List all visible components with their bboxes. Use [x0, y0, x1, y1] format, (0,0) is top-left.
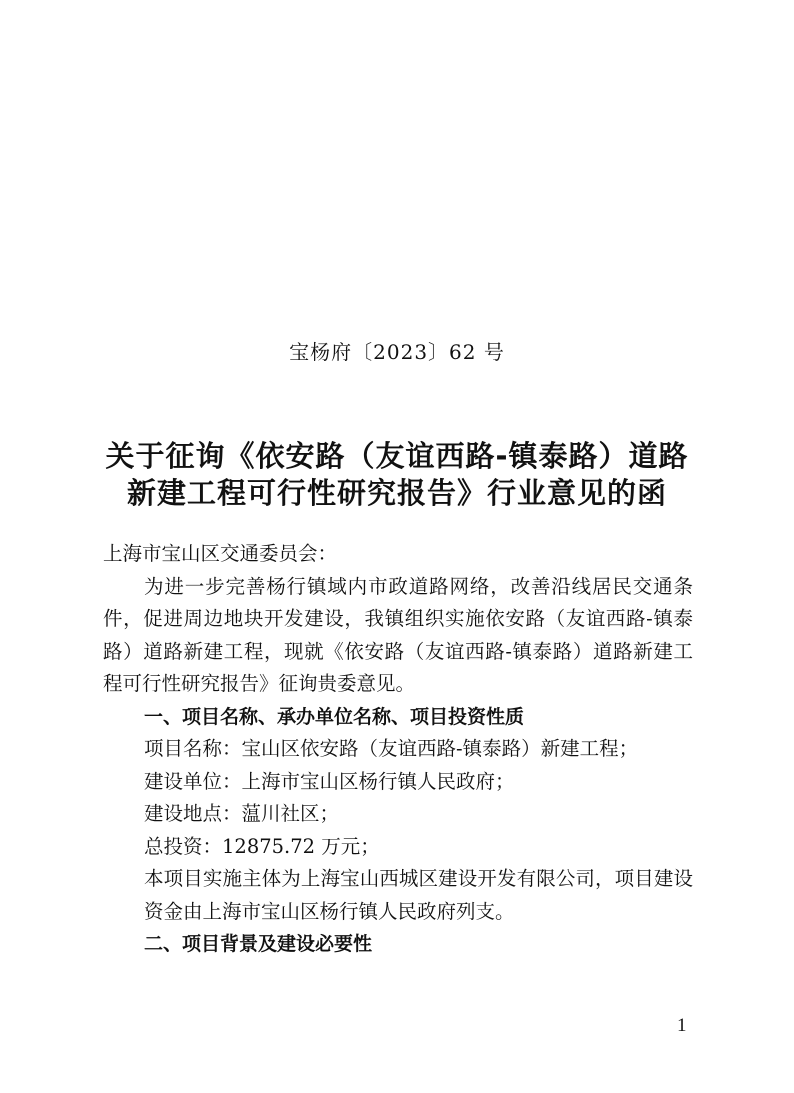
total-investment-item: 总投资：12875.72 万元；: [144, 834, 380, 858]
document-body: [103, 538, 693, 961]
title-line-2: 新建工程可行性研究报告》行业意见的函: [126, 476, 667, 510]
section-2-heading: 二、项目背景及建设必要性: [144, 933, 373, 955]
intro-paragraph: 为进一步完善杨行镇域内市政道路网络，改善沿线居民交通条件，促进周边地块开发建设，我镇组织实施依安路（友谊西路-镇泰路）道路新建工程，现就《依安路（友谊西路-镇泰路）道路新建工程可行性研究报告》征询贵委意见。: [103, 574, 693, 695]
funding-note: 本项目实施主体为上海宝山西城区建设开发有限公司，项目建设资金由上海市宝山区杨行镇人民政府列支。: [144, 867, 693, 923]
section-1-heading: 一、项目名称、承办单位名称、项目投资性质: [144, 705, 525, 728]
project-name-item: 项目名称：宝山区依安路（友谊西路-镇泰路）新建工程；: [144, 737, 639, 760]
document-title: [60, 438, 734, 512]
construction-location-item: 建设地点：蕰川社区；: [144, 802, 340, 825]
title-line-1: 关于征询《依安路（友谊西路-镇泰路）道路: [105, 439, 689, 473]
salutation: 上海市宝山区交通委员会：: [103, 542, 338, 565]
document-number: 宝杨府〔2023〕62 号: [289, 340, 505, 364]
construction-unit-item: 建设单位：上海市宝山区杨行镇人民政府；: [144, 769, 515, 793]
page-number: 1: [677, 1015, 687, 1036]
